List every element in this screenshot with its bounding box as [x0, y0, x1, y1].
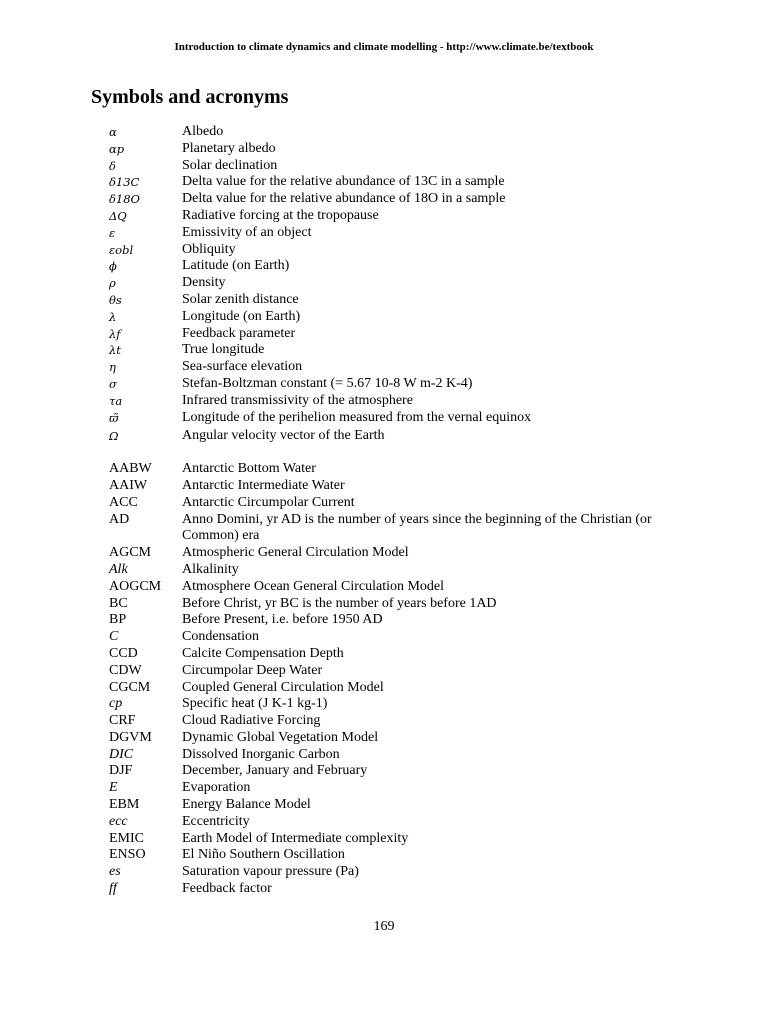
- symbol-term: τa: [109, 393, 123, 408]
- symbol-term: α: [109, 125, 117, 139]
- acronym-term: CGCM: [109, 679, 151, 695]
- acronym-row: [109, 562, 669, 579]
- acronym-definition: Antarctic Intermediate Water: [182, 477, 345, 493]
- acronym-term: es: [109, 864, 121, 880]
- acronym-term: CDW: [109, 662, 142, 678]
- symbol-definition: Longitude (on Earth): [182, 308, 301, 324]
- acronym-term: ENSO: [109, 847, 146, 863]
- acronym-term: ff: [109, 881, 117, 897]
- acronym-row: [109, 512, 669, 546]
- acronym-row: [109, 629, 669, 646]
- symbol-row: [109, 309, 669, 326]
- symbol-row: [109, 376, 669, 393]
- symbol-term: ϖ̃: [109, 410, 119, 425]
- acronym-term: Alk: [109, 561, 128, 577]
- running-head: Introduction to climate dynamics and climate modelling - http://www.climate.be/textbook: [174, 41, 594, 53]
- acronym-row: [109, 847, 669, 864]
- symbol-row: [109, 426, 669, 445]
- symbol-definition: Feedback parameter: [182, 325, 296, 341]
- acronym-definition: Specific heat (J K-1 kg-1): [182, 696, 328, 712]
- symbol-row: [109, 174, 669, 191]
- acronym-definition: December, January and February: [182, 763, 368, 779]
- acronym-definition: Atmosphere Ocean General Circulation Model: [182, 578, 445, 594]
- symbol-term: ρ: [109, 276, 116, 291]
- acronym-row: [109, 646, 669, 663]
- acronym-row: [109, 596, 669, 613]
- symbol-definition: Planetary albedo: [182, 140, 276, 156]
- acronym-row: [109, 495, 669, 512]
- symbol-definition: Latitude (on Earth): [182, 258, 290, 274]
- symbol-definition: Stefan-Boltzman constant (= 5.67 10-8 W m-2 K-4): [182, 375, 473, 391]
- symbol-row: [109, 242, 669, 259]
- acronym-definition: Evaporation: [182, 780, 251, 796]
- symbol-row: [109, 124, 669, 141]
- symbol-definition: True longitude: [182, 342, 265, 358]
- acronym-definition: Earth Model of Intermediate complexity: [182, 830, 409, 846]
- symbol-term: λ: [109, 309, 117, 324]
- acronym-definition: Coupled General Circulation Model: [182, 679, 384, 695]
- acronym-definition: Anno Domini, yr AD is the number of years since the beginning of the Christian (or Common) era: [182, 511, 652, 544]
- symbol-row: [109, 292, 669, 309]
- acronym-row: [109, 461, 669, 478]
- acronym-row: [109, 680, 669, 697]
- acronym-row: [109, 864, 669, 881]
- acronym-term: AD: [109, 511, 130, 527]
- symbol-definition: Solar declination: [182, 157, 278, 173]
- acronym-term: DJF: [109, 763, 133, 779]
- symbol-definition: Longitude of the perihelion measured from the vernal equinox: [182, 409, 532, 425]
- acronym-term: DGVM: [109, 729, 152, 745]
- acronym-definition: Feedback factor: [182, 881, 272, 897]
- symbol-term: δ18O: [109, 192, 140, 207]
- symbol-definition: Emissivity of an object: [182, 224, 312, 240]
- acronym-row: [109, 730, 669, 747]
- section-spacer: [109, 445, 669, 461]
- symbol-term: δ: [109, 158, 116, 173]
- symbol-row: [109, 141, 669, 158]
- acronym-definition: Calcite Compensation Depth: [182, 645, 344, 661]
- acronym-definition: Dissolved Inorganic Carbon: [182, 746, 340, 762]
- symbol-term: λf: [109, 326, 121, 341]
- symbol-row: [109, 326, 669, 343]
- acronym-term: CRF: [109, 713, 136, 729]
- acronym-definition: Antarctic Bottom Water: [182, 461, 316, 477]
- symbol-row: [109, 359, 669, 376]
- symbol-definition: Delta value for the relative abundance of 13C in a sample: [182, 174, 505, 190]
- symbol-row: [109, 208, 669, 225]
- page-number: 169: [373, 919, 395, 934]
- glossary: [109, 124, 669, 898]
- symbol-term: θs: [109, 292, 122, 307]
- acronym-row: [109, 780, 669, 797]
- acronym-row: [109, 797, 669, 814]
- acronym-definition: El Niño Southern Oscillation: [182, 847, 345, 863]
- symbol-row: [109, 342, 669, 359]
- symbol-definition: Radiative forcing at the tropopause: [182, 207, 379, 223]
- acronym-row: [109, 545, 669, 562]
- symbol-definition: Sea-surface elevation: [182, 359, 303, 375]
- acronym-term: BP: [109, 612, 127, 628]
- acronym-row: [109, 763, 669, 780]
- acronym-definition: Dynamic Global Vegetation Model: [182, 729, 379, 745]
- section-title: Symbols and acronyms: [91, 86, 289, 108]
- symbol-term: ΔQ: [109, 208, 127, 223]
- symbol-term: αp: [109, 141, 125, 156]
- acronym-row: [109, 612, 669, 629]
- symbol-row: [109, 393, 669, 410]
- acronym-term: C: [109, 629, 119, 645]
- symbol-term: εobl: [109, 242, 134, 257]
- acronym-row: [109, 881, 669, 898]
- acronym-term: ACC: [109, 494, 138, 510]
- symbol-row: [109, 158, 669, 175]
- acronym-term: BC: [109, 595, 128, 611]
- symbol-term: δ13C: [109, 175, 140, 190]
- acronym-term: cp: [109, 696, 123, 712]
- acronym-term: CCD: [109, 645, 138, 661]
- acronym-definition: Before Christ, yr BC is the number of years before 1AD: [182, 595, 497, 611]
- acronym-definition: Before Present, i.e. before 1950 AD: [182, 612, 383, 628]
- symbol-definition: Albedo: [182, 124, 224, 139]
- symbol-row: [109, 410, 669, 427]
- symbol-definition: Infrared transmissivity of the atmosphere: [182, 392, 413, 408]
- acronym-definition: Energy Balance Model: [182, 797, 311, 813]
- symbol-term: η: [109, 360, 116, 375]
- symbol-definition: Angular velocity vector of the Earth: [182, 428, 385, 444]
- acronym-row: [109, 663, 669, 680]
- acronym-term: AOGCM: [109, 578, 162, 594]
- acronym-term: E: [109, 780, 118, 796]
- acronym-row: [109, 696, 669, 713]
- acronym-row: [109, 831, 669, 848]
- symbol-row: [109, 191, 669, 208]
- acronym-term: EMIC: [109, 830, 144, 846]
- acronym-definition: Eccentricity: [182, 813, 250, 829]
- acronym-definition: Antarctic Circumpolar Current: [182, 494, 355, 510]
- symbol-definition: Density: [182, 275, 226, 291]
- symbol-row: [109, 258, 669, 275]
- acronym-row: [109, 579, 669, 596]
- acronym-row: [109, 478, 669, 495]
- acronym-row: [109, 747, 669, 764]
- symbol-term: ε: [109, 225, 116, 240]
- acronym-definition: Cloud Radiative Forcing: [182, 713, 321, 729]
- symbol-term: ϕ: [109, 259, 117, 274]
- symbol-definition: Solar zenith distance: [182, 291, 299, 307]
- acronym-term: ecc: [109, 813, 128, 829]
- acronym-term: DIC: [109, 746, 134, 762]
- acronym-definition: Circumpolar Deep Water: [182, 662, 323, 678]
- symbol-term: σ: [109, 376, 117, 391]
- acronym-definition: Alkalinity: [182, 561, 239, 577]
- acronym-row: [109, 713, 669, 730]
- acronym-definition: Atmospheric General Circulation Model: [182, 545, 409, 561]
- symbol-definition: Delta value for the relative abundance of 18O in a sample: [182, 191, 506, 207]
- symbol-term: Ω: [109, 429, 119, 444]
- symbol-term: λt: [109, 343, 121, 358]
- acronym-definition: Saturation vapour pressure (Pa): [182, 864, 359, 880]
- acronym-definition: Condensation: [182, 629, 259, 645]
- symbol-row: [109, 225, 669, 242]
- acronym-row: [109, 814, 669, 831]
- symbol-definition: Obliquity: [182, 241, 236, 257]
- acronym-term: AGCM: [109, 545, 152, 561]
- acronym-term: EBM: [109, 797, 140, 813]
- acronym-term: AAIW: [109, 477, 148, 493]
- acronym-term: AABW: [109, 461, 152, 477]
- symbol-row: [109, 275, 669, 292]
